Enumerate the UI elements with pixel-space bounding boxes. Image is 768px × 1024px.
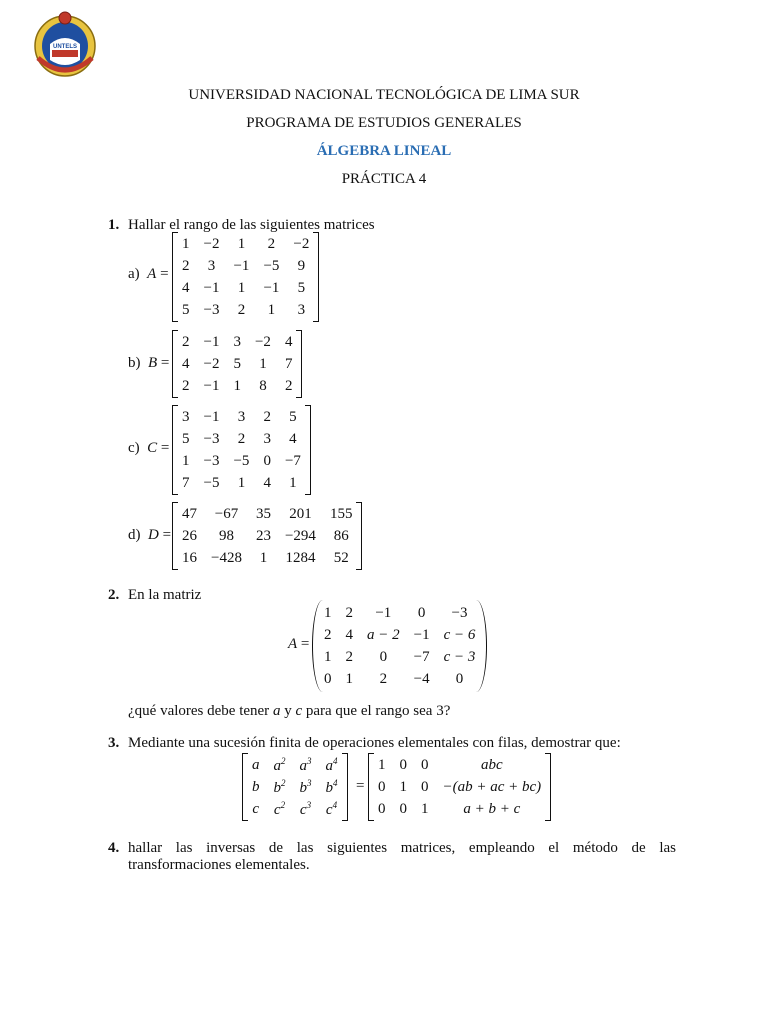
matrix-cell: 1 [237, 279, 246, 296]
matrix-cell: 0 [263, 452, 271, 469]
matrix-cell: 3 [233, 333, 241, 350]
university-title: UNIVERSIDAD NACIONAL TECNOLÓGICA DE LIMA SUR [188, 87, 580, 103]
matrix-row [245, 754, 345, 776]
matrix-cell: 1 [259, 549, 268, 566]
q1-number: 1. [108, 217, 120, 233]
matrix-row [175, 255, 316, 277]
matrix-row [317, 624, 482, 646]
matrix-cell: 7 [284, 355, 293, 372]
q2-number: 2. [108, 587, 120, 603]
q4-text-line1: hallar las inversas de las siguientes matrices, empleando el método de las [128, 840, 676, 856]
matrix-cell: 1 [233, 377, 241, 394]
matrix-row [245, 776, 345, 798]
matrix-cell: −3 [203, 430, 220, 447]
matrix-cell: −1 [203, 333, 220, 350]
matrix-cell: 16 [182, 549, 197, 566]
matrix-cell: −5 [203, 474, 220, 491]
matrix-cell: 0 [379, 648, 388, 665]
matrix-cell: 5 [182, 301, 190, 318]
matrix-row [175, 277, 316, 299]
matrix-cell: −1 [375, 604, 392, 621]
logo-text: UNTELS [53, 44, 77, 50]
matrix-d [172, 502, 362, 575]
matrix-cell: −5 [233, 452, 250, 469]
matrix-cell: −3 [203, 452, 220, 469]
matrix-cell: 3 [182, 408, 190, 425]
matrix-cell: −2 [203, 355, 220, 372]
exponent: 3 [306, 799, 312, 810]
matrix-cell: −294 [284, 527, 316, 544]
matrix-cell: 201 [289, 505, 312, 522]
matrix-row [317, 668, 482, 690]
exponent: 3 [307, 777, 312, 788]
matrix-cell: 155 [329, 505, 353, 522]
q2-text: En la matriz [128, 587, 202, 603]
matrix-cell: 98 [218, 527, 234, 544]
matrix-cell: 2 [237, 301, 246, 318]
matrix-cell: $c^4$ [325, 799, 338, 818]
q1a-label: a) A = [128, 266, 169, 282]
matrix-cell: −4 [413, 670, 430, 687]
matrix-cell: 0 [399, 756, 407, 773]
matrix-a [172, 232, 319, 327]
matrix-cell: −(ab + ac + bc) [442, 778, 542, 795]
matrix-cell: 1 [237, 474, 246, 491]
matrix-cell: 8 [259, 377, 267, 394]
matrix-cell: a [252, 756, 260, 773]
matrix-vandermonde [242, 753, 348, 826]
matrix-cell: 0 [399, 800, 407, 817]
matrix-cell: b [252, 778, 260, 795]
matrix-cell: c − 6 [443, 626, 476, 643]
matrix-cell: 1 [324, 648, 332, 665]
q4-number: 4. [108, 840, 120, 856]
q2-matrix-label: A = [288, 636, 310, 652]
matrix-cell: 2 [182, 257, 190, 274]
matrix-cell: 3 [297, 301, 306, 318]
exponent: 4 [333, 777, 338, 788]
matrix-cell: 2 [324, 626, 332, 643]
matrix-cell: 3 [237, 408, 246, 425]
matrix-row [371, 798, 548, 820]
matrix-row [175, 299, 316, 321]
matrix-cell: −7 [413, 648, 430, 665]
exponent: 2 [281, 777, 286, 788]
matrix-cell: 1 [259, 355, 267, 372]
matrix-cell: $b^2$ [273, 777, 286, 796]
matrix-q2 [312, 600, 487, 692]
program-title: PROGRAMA DE ESTUDIOS GENERALES [246, 115, 522, 131]
matrix-cell: −1 [203, 377, 220, 394]
matrix-cell: $c^3$ [299, 799, 312, 818]
matrix-c [172, 405, 311, 500]
matrix-cell: $b^3$ [299, 777, 312, 796]
matrix-row [317, 646, 482, 668]
matrix-cell: 1 [421, 800, 429, 817]
matrix-cell: −1 [233, 257, 250, 274]
matrix-cell: a − 2 [367, 626, 400, 643]
matrix-cell: −1 [203, 279, 220, 296]
q3-text: Mediante una sucesión finita de operaciones elementales con filas, demostrar que: [128, 735, 621, 751]
matrix-row [175, 406, 308, 428]
q4-text-line2: transformaciones elementales. [128, 857, 310, 873]
matrix-cell: $a^2$ [273, 755, 286, 774]
matrix-cell: 5 [233, 355, 241, 372]
matrix-row [175, 353, 299, 375]
matrix-cell: −1 [263, 279, 280, 296]
matrix-cell: $a^3$ [299, 755, 312, 774]
matrix-row [175, 525, 359, 547]
matrix-cell: −2 [254, 333, 271, 350]
matrix-cell: 2 [284, 377, 293, 394]
matrix-cell: 3 [263, 430, 271, 447]
matrix-cell: 2 [345, 604, 353, 621]
matrix-cell: 47 [182, 505, 197, 522]
matrix-cell: abc [481, 756, 503, 773]
exponent: 4 [333, 755, 338, 766]
matrix-row [371, 754, 548, 776]
matrix-cell: 0 [378, 778, 386, 795]
matrix-cell: 2 [345, 648, 353, 665]
matrix-cell: −2 [203, 235, 220, 252]
matrix-cell: 0 [417, 604, 426, 621]
q1-text: Hallar el rango de las siguientes matrices [128, 217, 375, 233]
q1c-label: c) C = [128, 440, 170, 456]
matrix-row [175, 450, 308, 472]
q2-question: ¿qué valores debe tener a y c para que el rango sea 3? [128, 703, 451, 719]
exponent: 4 [332, 799, 338, 810]
matrix-cell: −67 [214, 505, 239, 522]
matrix-row [175, 375, 299, 397]
matrix-cell: 1 [267, 301, 276, 318]
q1d-label: d) D = [128, 527, 172, 543]
matrix-cell: 1 [237, 235, 246, 252]
matrix-cell: −3 [451, 604, 468, 621]
matrix-row [175, 503, 359, 525]
matrix-cell: 0 [378, 800, 386, 817]
exponent: 2 [281, 755, 286, 766]
matrix-cell: 1 [182, 235, 190, 252]
matrix-cell: 2 [263, 408, 271, 425]
matrix-cell: 1 [345, 670, 353, 687]
exponent: 2 [280, 799, 286, 810]
matrix-reduced [368, 753, 551, 826]
matrix-cell: 9 [297, 257, 306, 274]
q3-number: 3. [108, 735, 120, 751]
matrix-cell: $c^2$ [273, 799, 286, 818]
course-title: ÁLGEBRA LINEAL [316, 143, 452, 159]
matrix-cell: 4 [289, 430, 297, 447]
matrix-cell: 3 [207, 257, 216, 274]
matrix-row [175, 233, 316, 255]
matrix-row [175, 547, 359, 569]
matrix-cell: 2 [182, 377, 190, 394]
matrix-cell: 35 [255, 505, 271, 522]
practice-title: PRÁCTICA 4 [341, 171, 427, 187]
university-logo [30, 10, 100, 80]
matrix-cell: c [252, 800, 260, 817]
matrix-row [371, 776, 548, 798]
matrix-row [175, 472, 308, 494]
matrix-cell: a + b + c [463, 800, 521, 817]
matrix-cell: −7 [284, 452, 301, 469]
matrix-cell: 86 [333, 527, 349, 544]
matrix-cell: −428 [211, 549, 242, 566]
matrix-cell: 23 [255, 527, 271, 544]
matrix-row [175, 331, 299, 353]
matrix-cell: 4 [345, 626, 353, 643]
matrix-cell: 2 [267, 235, 276, 252]
matrix-cell: 26 [182, 527, 197, 544]
matrix-row [317, 602, 482, 624]
matrix-cell: −5 [263, 257, 280, 274]
matrix-cell: 2 [182, 333, 190, 350]
matrix-cell: −1 [203, 408, 220, 425]
matrix-cell: 1 [289, 474, 297, 491]
matrix-b [172, 330, 302, 403]
matrix-cell: 4 [263, 474, 271, 491]
matrix-cell: $b^4$ [325, 777, 338, 796]
matrix-cell: −3 [203, 301, 220, 318]
matrix-cell: −1 [413, 626, 430, 643]
matrix-cell: 5 [289, 408, 297, 425]
matrix-cell: 0 [455, 670, 464, 687]
matrix-cell: $a^4$ [325, 755, 338, 774]
exponent: 3 [307, 755, 312, 766]
matrix-cell: −2 [293, 235, 310, 252]
matrix-cell: 4 [182, 355, 190, 372]
matrix-cell: 5 [182, 430, 190, 447]
matrix-cell: 0 [421, 756, 429, 773]
matrix-cell: 0 [324, 670, 332, 687]
matrix-cell: 4 [182, 279, 190, 296]
q3-equals: = [356, 778, 365, 794]
matrix-cell: 2 [379, 670, 388, 687]
q1b-label: b) B = [128, 355, 170, 371]
matrix-cell: 7 [182, 474, 190, 491]
matrix-cell: 1 [378, 756, 386, 773]
matrix-cell: 1 [182, 452, 190, 469]
matrix-row [245, 798, 345, 820]
matrix-cell: 0 [421, 778, 429, 795]
matrix-cell: 2 [237, 430, 246, 447]
matrix-cell: 5 [297, 279, 306, 296]
matrix-row [175, 428, 308, 450]
matrix-cell: 4 [284, 333, 293, 350]
matrix-cell: 52 [333, 549, 349, 566]
matrix-cell: c − 3 [443, 648, 476, 665]
matrix-cell: 1 [324, 604, 332, 621]
matrix-cell: 1 [399, 778, 407, 795]
matrix-cell: 1284 [285, 549, 316, 566]
